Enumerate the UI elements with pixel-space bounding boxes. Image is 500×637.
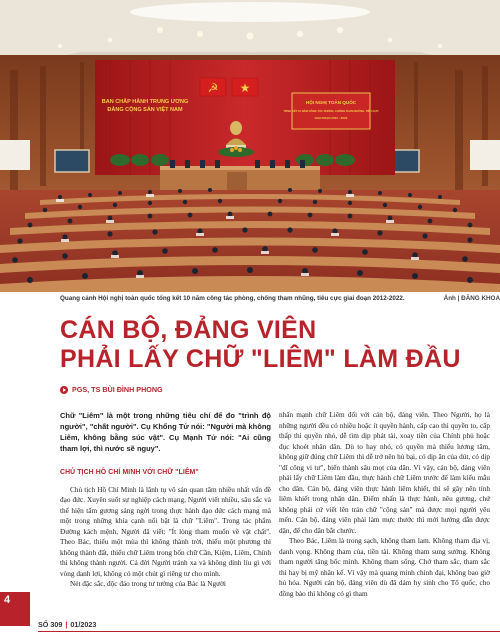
page-number: 4 (4, 594, 11, 606)
separator: | (65, 620, 68, 629)
title-line-2: PHẢI LẤY CHỮ "LIÊM" LÀM ĐẦU (60, 345, 461, 373)
article-lead: Chữ "Liêm" là một trong những tiêu chí để đo "trình độ người", "chất người". Cụ Khổng Tử nói: "Người mà không Liêm, không bằng súc vật". Cụ Mạnh Tử nói: "Ai cũng tham lợi, thì nước sẽ nguy". (60, 411, 271, 453)
svg-text:BAN CHẤP HÀNH TRUNG ƯƠNG: BAN CHẤP HÀNH TRUNG ƯƠNG (101, 99, 189, 105)
photo-credit: Ảnh | ĐĂNG KHOA (443, 294, 500, 302)
issue-number: SỐ 309 (38, 620, 63, 629)
national-flag-icon (232, 78, 258, 96)
conference-photo (0, 0, 500, 292)
body-paragraph: Nét đặc sắc, độc đáo trong tư tưởng của Bác là Người (70, 580, 226, 588)
banner-right (283, 93, 378, 129)
photo-caption (60, 293, 500, 303)
svg-text:ĐẢNG CỘNG SẢN VIỆT NAM: ĐẢNG CỘNG SẢN VIỆT NAM (107, 107, 183, 113)
svg-text:★: ★ (239, 81, 251, 95)
party-flag-icon (200, 78, 226, 96)
author-name: PGS, TS BÙI ĐÌNH PHONG (72, 385, 163, 394)
left-column (60, 410, 271, 590)
issue-date: 01/2023 (70, 620, 97, 629)
body-paragraph: Theo Bác, Liêm là trong sạch, không tham lam. Không tham địa vị, danh vọng. Không tham của, tiền tài. Không tham sung sướng. Không tham người tâng bốc mình. Không tham sống. Chớ tham sắc, tham sắc thì hay bị mỹ nhân kế. Vì vậy mà quang minh chính đại, không bao giờ hủ hóa. Người cán bộ, đảng viên dù đã dám hy sinh cho Tổ quốc, cho đồng bào thì không có gì tham (279, 537, 490, 598)
article-title (60, 316, 490, 374)
right-column (279, 410, 490, 599)
caption-text: Quang cảnh Hội nghị toàn quốc tổng kết 10 năm công tác phòng, chống tham nhũng, tiêu cực giai đoạn 2012-2022. (60, 294, 405, 302)
body-paragraph: Chủ tịch Hồ Chí Minh là lãnh tụ vô sản quan tâm nhiều nhất vấn đề đạo đức. Xuyên suốt sự nghiệp cách mạng, Người viết nhiều, sâu sắc và thể hiện tấm gương sáng ngời trong thực hành đạo đức cách mạng mà một trong những khía cạnh nổi bật là chữ "Liêm". Trong tác phẩm Đường kách mệnh, Người đã viết: "Ít lòng tham muốn về vật chất". Theo Bác, thiếu một mùa thì không thành trời, thiếu một phương thì không thành đất, thiếu chữ Liêm trong bốn chữ Cần, Kiệm, Liêm, Chính thì không thành người. Cả đời Người tránh xa và không dính líu gì với vòng danh lợi, không có một chút gì riêng tư cho mình. (60, 485, 271, 578)
play-bullet-icon (60, 386, 68, 394)
body-paragraph: nhấn mạnh chữ Liêm đối với cán bộ, đảng viên. Theo Người, họ là những người đều có nhiều hoặc ít quyền hành, cấp cao thì quyền to, cấp thấp thì quyền nhỏ, dễ tìm dịp phát tài, xoay tiền của Chính phủ hoặc đục khoét nhân dân. Dù to hay nhỏ, có quyền mà thiếu lương tâm, không giữ đúng chữ Liêm thì dễ trở nên hủ bại, có dịp ăn của dút, có dịp "dĩ công vi tư", biến thành sâu mọt của dân. Vì vậy, cán bộ, đảng viên phải lấy chữ Liêm làm đầu, thực hành chữ Liêm trước để làm kiểu mẫu cho dân. Cán bộ, đảng viên thực hành liêm khiết, thì sẽ gây nên tính liêm khiết trong nhân dân. Điểm nhấn là thực hành, nêu gương, chứ không phải cứ viết lên trán chữ "cộng sản" mà được mọi người yêu mến. Cán bộ, đảng viên phải làm mực thước thì mới hướng dẫn được dân, để cho dân bắt chước. (279, 411, 490, 535)
section-heading: CHỦ TỊCH HỒ CHÍ MINH VỚI CHỮ "LIÊM" (60, 469, 199, 476)
svg-text:HỘI NGHỊ TOÀN QUỐC: HỘI NGHỊ TOÀN QUỐC (305, 100, 357, 105)
title-line-1: CÁN BỘ, ĐẢNG VIÊN (60, 316, 317, 344)
author-byline (60, 385, 163, 394)
conference-hall-illustration (0, 0, 500, 292)
svg-text:GIAI ĐOẠN 2012 - 2022: GIAI ĐOẠN 2012 - 2022 (314, 116, 348, 120)
svg-text:☭: ☭ (207, 81, 219, 95)
footer-divider (38, 631, 500, 632)
issue-info (38, 620, 96, 629)
svg-text:TỔNG KẾT 10 NĂM CÔNG TÁC PHÒNG: TỔNG KẾT 10 NĂM CÔNG TÁC PHÒNG, CHỐNG THAM NHŨNG, TIÊU CỰC (283, 110, 379, 113)
